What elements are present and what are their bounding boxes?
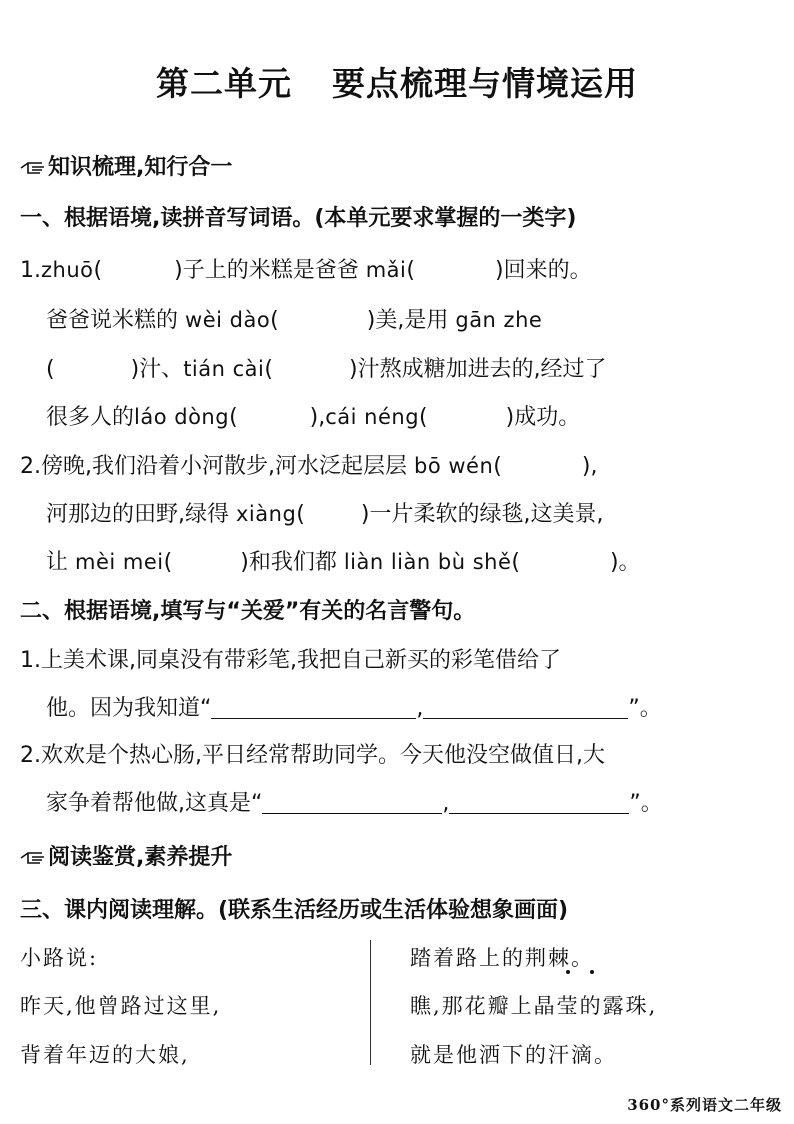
poem-left-line: 小路说: — [20, 946, 99, 970]
answer-line[interactable] — [449, 791, 629, 814]
question-2-heading: 二、根据语境,填写与“关爱”有关的名言警句。 — [20, 599, 476, 624]
q1-item1-line1: 1.zhuō( )子上的米糕是爸爸 mǎi( )回来的。 — [20, 258, 592, 283]
answer-line[interactable] — [423, 696, 628, 719]
poem-right-line: 瞧,那花瓣上晶莹的露珠, — [410, 994, 658, 1018]
q2-item2-line2: 家争着帮他做,这真是“ , ”。 — [46, 791, 663, 816]
q2-item1-line1: 1.上美术课,同桌没有带彩笔,我把自己新买的彩笔借给了 — [20, 648, 561, 673]
section-reading: 阅读鉴赏,素养提升 — [20, 840, 232, 871]
q1-item1-line4: 很多人的láo dòng( ),cái néng( )成功。 — [46, 405, 581, 430]
q1-item1-line2: 爸爸说米糕的 wèi dào( )美,是用 gān zhe — [46, 308, 543, 333]
q2-item2-line1: 2.欢欢是个热心肠,平日经常帮助同学。今天他没空做值日,大 — [20, 743, 605, 768]
emphasis-dot — [590, 970, 594, 974]
q1-item1-line3: ( )汁、tián cài( )汁熬成糖加进去的,经过了 — [46, 357, 607, 382]
answer-line[interactable] — [211, 696, 416, 719]
pointing-hand-icon — [20, 852, 46, 864]
poem-right-line: 踏着路上的荆棘。 — [410, 946, 594, 970]
question-3-heading: 三、课内阅读理解。(联系生活经历或生活体验想象画面) — [20, 898, 569, 923]
poem-left-line: 昨天,他曾路过这里, — [20, 994, 222, 1018]
title-topic: 要点梳理与情境运用 — [332, 64, 638, 103]
q1-item2-line1: 2.傍晚,我们沿着小河散步,河水泛起层层 bō wén( ), — [20, 454, 598, 479]
pointing-hand-icon — [20, 162, 46, 174]
page-title — [0, 58, 794, 105]
poem-right-line: 就是他洒下的汗滴。 — [410, 1043, 617, 1067]
column-divider — [370, 940, 371, 1065]
q1-item2-line2: 河那边的田野,绿得 xiàng( )一片柔软的绿毯,这美景, — [46, 502, 604, 527]
q1-item2-line3: 让 mèi mei( )和我们都 liàn liàn bù shě( )。 — [46, 550, 641, 575]
question-1-heading: 一、根据语境,读拼音写词语。(本单元要求掌握的一类字) — [20, 206, 577, 231]
emphasis-dot — [566, 970, 570, 974]
answer-line[interactable] — [262, 791, 442, 814]
poem-left-line: 背着年迈的大娘, — [20, 1043, 190, 1067]
footer-series-label: 360°系列语文二年级 — [627, 1096, 782, 1114]
section-knowledge: 知识梳理,知行合一 — [20, 150, 232, 181]
q2-item1-line2: 他。因为我知道“ , ”。 — [46, 696, 662, 721]
title-unit: 第二单元 — [156, 64, 292, 103]
